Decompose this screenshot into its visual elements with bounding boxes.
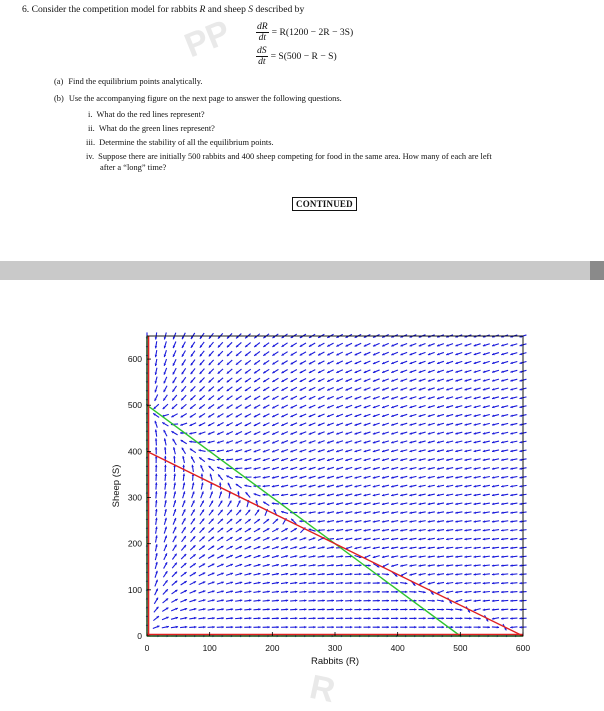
eq2-denominator: dt <box>256 57 268 67</box>
field-arrowhead <box>368 582 370 584</box>
field-arrowhead <box>295 617 297 619</box>
field-arrowhead <box>478 617 480 619</box>
field-arrowhead <box>368 591 370 593</box>
eq2-numerator: dS <box>256 46 268 57</box>
field-arrowhead <box>258 617 260 619</box>
field-arrowhead <box>359 626 361 628</box>
green-nullcline-diagonal <box>147 405 460 636</box>
field-arrowhead <box>222 626 224 628</box>
field-arrowhead <box>240 617 242 619</box>
field-arrowhead <box>492 591 494 593</box>
field-arrowhead <box>322 608 324 610</box>
var-r: R <box>199 4 205 15</box>
field-arrowhead <box>194 626 196 628</box>
field-arrowhead <box>451 617 453 619</box>
y-tick-label: 0 <box>137 631 142 641</box>
watermark-bottom: R <box>306 668 338 711</box>
field-arrowhead <box>396 582 398 584</box>
field-arrowhead <box>469 617 471 619</box>
field-arrowhead <box>378 582 380 584</box>
field-arrowhead <box>510 564 512 566</box>
field-arrowhead <box>304 591 306 593</box>
field-arrowhead <box>268 626 270 628</box>
page-divider <box>0 261 604 280</box>
field-arrowhead <box>350 617 352 619</box>
field-arrowhead <box>304 617 306 619</box>
field-arrowhead <box>164 474 166 476</box>
field-arrowhead <box>433 600 435 602</box>
page-divider-edge <box>590 261 604 280</box>
field-arrowhead <box>277 608 279 610</box>
field-arrowhead <box>313 617 315 619</box>
subpart-text: after a “long” time? <box>100 163 166 172</box>
field-arrowhead <box>460 617 462 619</box>
field-arrowhead <box>488 626 490 628</box>
x-tick-label: 200 <box>265 643 279 653</box>
field-arrowhead <box>299 520 301 522</box>
field-arrowhead <box>323 617 325 619</box>
field-arrowhead <box>442 626 444 628</box>
field-arrowhead <box>387 599 389 601</box>
field-arrowhead <box>501 617 503 619</box>
field-arrowhead <box>240 626 242 628</box>
subpart-iv <box>86 152 492 162</box>
field-arrowhead <box>286 599 288 601</box>
field-arrowhead <box>414 626 416 628</box>
x-tick-label: 300 <box>328 643 342 653</box>
x-tick-label: 100 <box>203 643 217 653</box>
eq2-rhs: = S(500 − R − S) <box>271 51 337 62</box>
field-arrowhead <box>332 617 334 619</box>
field-arrowhead <box>405 608 407 610</box>
watermark-top: PP <box>179 13 236 66</box>
field-arrowhead <box>405 626 407 628</box>
axes-layer <box>111 336 530 667</box>
field-arrowhead <box>501 608 503 610</box>
eq1-numerator: dR <box>256 22 269 33</box>
part-label: (b) <box>54 94 64 103</box>
field-arrowhead <box>155 474 157 476</box>
field-arrowhead <box>222 617 224 619</box>
field-arrowhead <box>492 582 494 584</box>
field-arrowhead <box>387 608 389 610</box>
x-tick-label: 500 <box>453 643 467 653</box>
part-text: Use the accompanying figure on the next page to answer the following questions. <box>69 94 342 103</box>
field-arrowhead <box>414 608 416 610</box>
field-arrowhead <box>350 599 352 601</box>
field-arrowhead <box>405 617 407 619</box>
field-arrowhead <box>423 599 425 601</box>
field-arrowhead <box>460 626 462 628</box>
statement-suffix: described by <box>255 4 304 15</box>
field-arrowhead <box>201 474 203 476</box>
statement-mid: and sheep <box>208 4 246 15</box>
field-arrowhead <box>396 599 398 601</box>
field-arrowhead <box>359 599 361 601</box>
y-tick-label: 100 <box>128 585 142 595</box>
field-arrowhead <box>313 608 315 610</box>
field-arrowhead <box>304 608 306 610</box>
field-arrowhead <box>396 617 398 619</box>
field-arrowhead <box>173 456 175 458</box>
field-arrowhead <box>350 591 352 593</box>
field-arrowhead <box>519 591 521 593</box>
subpart-iii <box>86 138 274 148</box>
field-arrowhead <box>341 617 343 619</box>
field-arrowhead <box>263 494 265 496</box>
field-arrowhead <box>423 626 425 628</box>
field-arrowhead <box>332 608 334 610</box>
field-arrowhead <box>304 599 306 601</box>
field-arrowhead <box>359 582 361 584</box>
field-arrowhead <box>396 591 398 593</box>
field-arrowhead <box>368 573 370 575</box>
field-arrowhead <box>501 591 503 593</box>
field-arrowhead <box>510 617 512 619</box>
field-arrowhead <box>341 573 343 575</box>
field-arrowhead <box>451 626 453 628</box>
field-arrowhead <box>396 608 398 610</box>
field-arrowhead <box>359 573 361 575</box>
field-arrowhead <box>368 599 370 601</box>
field-arrowhead <box>341 626 343 628</box>
field-arrowhead <box>510 591 512 593</box>
field-arrowhead <box>387 573 389 575</box>
field-arrowhead <box>423 617 425 619</box>
field-arrowhead <box>286 617 288 619</box>
field-arrowhead <box>295 608 297 610</box>
field-arrowhead <box>332 591 334 593</box>
statement-prefix: Consider the competition model for rabbits <box>32 4 197 15</box>
subpart-text: What do the red lines represent? <box>97 110 205 119</box>
x-tick-label: 600 <box>516 643 530 653</box>
field-arrowhead <box>433 626 435 628</box>
subpart-iv-continuation <box>100 163 166 173</box>
field-arrowhead <box>322 582 324 584</box>
field-arrowhead <box>368 564 370 566</box>
field-arrowhead <box>519 608 521 610</box>
continued-label: CONTINUED <box>292 197 357 211</box>
field-arrowhead <box>451 608 453 610</box>
field-arrowhead <box>359 564 361 566</box>
x-tick-label: 400 <box>391 643 405 653</box>
field-arrowhead <box>483 600 485 602</box>
field-arrowhead <box>510 608 512 610</box>
field-arrowhead <box>286 626 288 628</box>
field-arrowhead <box>341 591 343 593</box>
field-arrowhead <box>295 626 297 628</box>
field-arrowhead <box>277 599 279 601</box>
field-arrowhead <box>332 582 334 584</box>
part-b <box>54 94 342 104</box>
field-arrowhead <box>519 600 521 602</box>
field-arrowhead <box>323 626 325 628</box>
field-arrowhead <box>313 626 315 628</box>
field-arrowhead <box>501 600 503 602</box>
field-arrowhead <box>378 626 380 628</box>
field-arrowhead <box>387 591 389 593</box>
field-arrowhead <box>226 467 228 469</box>
field-arrowhead <box>258 626 260 628</box>
field-arrowhead <box>155 482 157 484</box>
field-arrowhead <box>368 626 370 628</box>
field-arrowhead <box>519 582 521 584</box>
eq1-rhs: = R(1200 − 2R − 3S) <box>272 27 354 38</box>
field-arrowhead <box>180 432 182 434</box>
field-arrowhead <box>350 608 352 610</box>
field-arrowhead <box>405 599 407 601</box>
field-arrowhead <box>350 573 352 575</box>
y-tick-label: 600 <box>128 354 142 364</box>
field-arrowhead <box>350 564 352 566</box>
field-arrowhead <box>212 626 214 628</box>
equation-sheep <box>256 46 337 67</box>
field-arrowhead <box>442 617 444 619</box>
field-arrowhead <box>295 599 297 601</box>
field-arrowhead <box>519 573 521 575</box>
field-arrowhead <box>341 608 343 610</box>
field-arrowhead <box>332 599 334 601</box>
field-arrowhead <box>164 447 166 449</box>
eq1-denominator: dt <box>256 33 269 43</box>
direction-field-plot <box>0 281 604 700</box>
field-arrowhead <box>519 617 521 619</box>
field-arrowhead <box>231 626 233 628</box>
field-arrowhead <box>414 617 416 619</box>
field-arrowhead <box>433 608 435 610</box>
field-arrowhead <box>155 447 157 449</box>
field-arrowhead <box>497 626 499 628</box>
field-arrowhead <box>510 582 512 584</box>
field-arrowhead <box>272 494 274 496</box>
part-a <box>54 77 203 87</box>
field-arrowhead <box>235 467 237 469</box>
field-arrowhead <box>519 626 521 628</box>
y-axis-label: Sheep (S) <box>111 465 122 508</box>
field-arrowhead <box>359 608 361 610</box>
field-arrowhead <box>185 626 187 628</box>
subpart-label: iii. <box>86 138 95 147</box>
field-arrowhead <box>414 591 416 593</box>
question-statement <box>22 4 304 16</box>
field-arrowhead <box>341 599 343 601</box>
field-arrowhead <box>483 582 485 584</box>
field-arrowhead <box>387 617 389 619</box>
field-arrowhead <box>359 617 361 619</box>
field-arrowhead <box>249 617 251 619</box>
field-arrowhead <box>501 564 503 566</box>
field-arrowhead <box>510 626 512 628</box>
question-number: 6. <box>22 4 29 15</box>
field-arrowhead <box>341 582 343 584</box>
field-arrowhead <box>368 608 370 610</box>
y-tick-label: 400 <box>128 446 142 456</box>
field-arrowhead <box>378 599 380 601</box>
field-arrowhead <box>164 456 166 458</box>
field-arrowhead <box>378 617 380 619</box>
field-arrowhead <box>231 617 233 619</box>
field-arrowhead <box>519 555 521 557</box>
field-arrowhead <box>219 482 221 484</box>
subpart-label: i. <box>88 110 92 119</box>
part-label: (a) <box>54 77 63 86</box>
field-arrowhead <box>483 591 485 593</box>
subpart-i <box>88 110 205 120</box>
field-arrowhead <box>368 617 370 619</box>
field-arrowhead <box>182 465 184 467</box>
equation-rabbits <box>256 22 353 43</box>
x-axis-label: Rabbits (R) <box>311 656 359 667</box>
field-arrowhead <box>492 600 494 602</box>
field-arrowhead <box>286 608 288 610</box>
field-arrowhead <box>155 465 157 467</box>
subpart-text: Determine the stability of all the equilibrium points. <box>99 138 273 147</box>
subpart-text: What do the green lines represent? <box>99 124 215 133</box>
field-arrowhead <box>387 626 389 628</box>
field-arrowhead <box>469 626 471 628</box>
field-arrowhead <box>322 591 324 593</box>
y-tick-label: 300 <box>128 493 142 503</box>
subpart-label: ii. <box>88 124 95 133</box>
field-arrowhead <box>313 599 315 601</box>
field-arrowhead <box>164 465 166 467</box>
field-arrowhead <box>442 608 444 610</box>
field-arrowhead <box>378 591 380 593</box>
field-arrowhead <box>304 626 306 628</box>
field-arrowhead <box>322 599 324 601</box>
field-arrowhead <box>203 626 205 628</box>
arrow-layer <box>146 332 527 637</box>
field-arrowhead <box>332 626 334 628</box>
field-arrowhead <box>501 573 503 575</box>
field-arrowhead <box>350 582 352 584</box>
field-arrowhead <box>519 564 521 566</box>
field-arrowhead <box>478 626 480 628</box>
y-tick-label: 500 <box>128 400 142 410</box>
field-arrowhead <box>510 600 512 602</box>
subpart-ii <box>88 124 215 134</box>
field-arrowhead <box>501 582 503 584</box>
field-arrowhead <box>510 573 512 575</box>
x-tick-label: 0 <box>145 643 150 653</box>
field-arrowhead <box>267 608 269 610</box>
subpart-label: iv. <box>86 152 94 161</box>
field-arrowhead <box>258 608 260 610</box>
field-arrowhead <box>155 500 157 502</box>
field-arrowhead <box>155 491 157 493</box>
field-arrowhead <box>249 608 251 610</box>
var-s: S <box>248 4 253 15</box>
field-arrowhead <box>267 617 269 619</box>
field-arrowhead <box>155 438 157 440</box>
y-tick-label: 200 <box>128 539 142 549</box>
field-arrowhead <box>492 608 494 610</box>
field-arrowhead <box>405 591 407 593</box>
field-arrowhead <box>277 626 279 628</box>
part-text: Find the equilibrium points analytically. <box>68 77 202 86</box>
field-arrowhead <box>313 591 315 593</box>
field-arrowhead <box>378 608 380 610</box>
field-arrowhead <box>396 626 398 628</box>
subpart-text: Suppose there are initially 500 rabbits and 400 sheep competing for food in the same area. How many of each are left <box>98 152 492 161</box>
field-arrowhead <box>277 617 279 619</box>
field-arrowhead <box>492 573 494 575</box>
field-arrowhead <box>249 626 251 628</box>
field-arrowhead <box>350 626 352 628</box>
field-arrowhead <box>359 591 361 593</box>
